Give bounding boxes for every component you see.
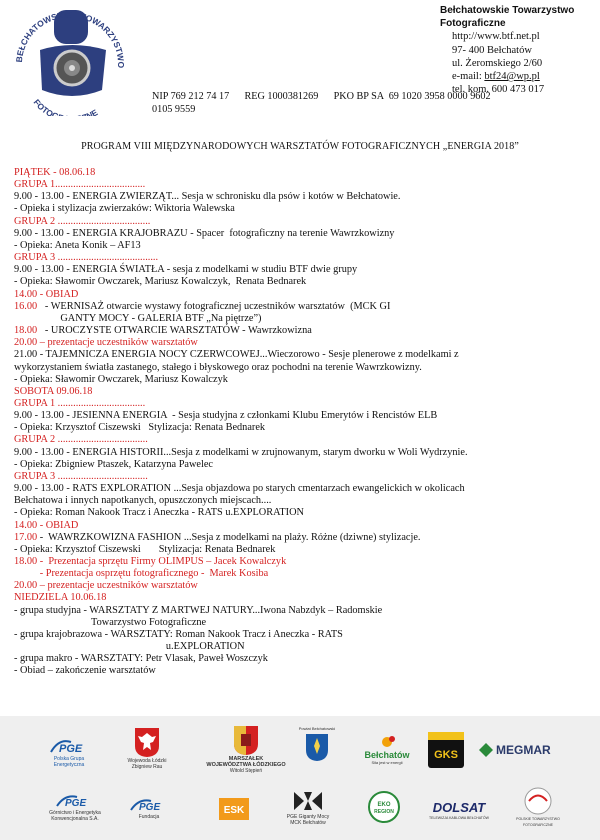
pge-gie-logo xyxy=(40,792,110,822)
program-line: PIĄTEK - 08.06.18 xyxy=(14,167,96,178)
wojewoda-caption-2: Zbigniew Rau xyxy=(131,764,163,770)
dolsat-caption: TELEWIZJA KABLOWA BEŁCHATÓW xyxy=(429,816,489,820)
eko-logo-text-1: EKO xyxy=(377,802,391,808)
program-line: 9.00 - 13.00 - ENERGIA ŚWIATŁA - sesja z modelkami w studiu BTF dwie grupy xyxy=(14,264,358,276)
wojewoda-caption-1: Wojewoda Łódzki xyxy=(127,758,167,764)
program-line: 9.00 - 13.00 - JESIENNA ENERGIA - Sesja studyjna z członkami Klubu Emerytów i Rencistów ELB xyxy=(14,410,438,422)
voivodeship-shield-icon xyxy=(232,724,260,756)
street-address: ul. Żeromskiego 2/60 xyxy=(452,57,543,69)
program-line-part: - WERNISAŻ otwarcie wystawy fotograficznej uczestników warsztatów (MCK GI xyxy=(37,300,391,312)
ptf-caption: POLSKIE TOWARZYSTWO FOTOGRAFICZNE xyxy=(516,817,560,827)
megmar-mark-icon xyxy=(478,742,494,758)
program-line: GANTY MOCY - GALERIA BTF „Na piętrze”) xyxy=(14,312,262,324)
contact-block xyxy=(440,4,600,96)
program-line: - Obiad – zakończenie warsztatów xyxy=(14,665,156,677)
program-line: 9.00 - 13.00 - ENERGIA ZWIERZĄT... Sesja w schronisku dla psów i kotów w Bełchatowie. xyxy=(14,191,401,203)
pge-fundacja-logo xyxy=(124,796,174,820)
program-line: - grupa krajobrazowa - WARSZTATY: Roman Nakook Tracz i Aneczka - RATS xyxy=(14,628,343,640)
program-line-part: 16.00 xyxy=(14,300,38,312)
pge-fundacja-logo-text: PGE xyxy=(139,802,161,813)
esk-logo xyxy=(212,792,256,824)
phone-number: tel. kom. 600 473 017 xyxy=(452,84,545,96)
dolsat-logo xyxy=(428,800,490,821)
program-line: NIEDZIELA 10.06.18 xyxy=(14,592,107,604)
program-line: GRUPA 1 .................................. xyxy=(14,397,146,409)
sun-icon xyxy=(377,734,397,750)
program-line-part: - WAWRZKOWIZNA FASHION ...Sesja z modelkami na plaży. Różne (dziwne) stylizacje. xyxy=(37,531,421,543)
program-line: wykorzystaniem światła zastanego, stałego i błyskowego oraz pochodni na terenie Wawrzkowizny. xyxy=(14,361,422,373)
mck-caption-1: PGE Giganty Mocy xyxy=(286,814,330,820)
program-line: - Opieka: Krzysztof Ciszewski Stylizacja: Renata Bednarek xyxy=(14,543,276,555)
program-line: - Prezentacja osprzętu fotograficznego - Marek Kosiba xyxy=(14,568,269,580)
program-line: - Opieka: Sławomir Owczarek, Mariusz Kowalczyk, Renata Bednarek xyxy=(14,276,307,288)
gks-logo-text: GKS xyxy=(434,749,458,761)
county-shield-icon xyxy=(304,732,330,762)
belchatow-caption: Siła jest w energii xyxy=(371,760,403,765)
program-line: 14.00 - OBIAD xyxy=(14,288,79,300)
mck-logo xyxy=(280,788,336,826)
marszalek-name: Witold Stępień xyxy=(229,768,263,774)
powiat-logo xyxy=(292,726,342,762)
belchatow-label: Bełchatów xyxy=(364,750,410,760)
marszalek-title-2: WOJEWÓDZTWA ŁÓDZKIEGO xyxy=(206,762,286,768)
eagle-icon xyxy=(133,726,161,758)
megmar-label: MEGMAR xyxy=(496,743,551,757)
gks-logo xyxy=(424,730,468,770)
wojewoda-logo xyxy=(112,726,182,770)
email-label: e-mail: xyxy=(452,71,485,83)
logo-text-bottom: FOTOG NE xyxy=(31,97,100,116)
program-line: 14.00 - OBIAD xyxy=(14,519,79,531)
program-line: - Opieka: Roman Nakook Tracz i Aneczka - RATS u.EXPLORATION xyxy=(14,507,304,519)
program-line: Bełchatowa i innych napotkanych, opuszczonych miejscach.... xyxy=(14,495,272,507)
pge-gie-logo-text: PGE xyxy=(65,798,87,809)
program-line xyxy=(14,325,594,337)
ptf-logo xyxy=(514,786,562,828)
program-line xyxy=(14,301,594,313)
ids-line-1: NIP 769 212 74 17 REG 1000381269 PKO BP SA 69 1020 3958 0000 9602 xyxy=(152,91,491,102)
dolsat-label: DOLSAT xyxy=(432,800,486,815)
program-title: PROGRAM VIII MIĘDZYNARODOWYCH WARSZTATÓW FOTOGRAFICZNYCH „ENERGIA 2018” xyxy=(81,141,519,152)
postal-address: 97- 400 Bełchatów xyxy=(452,44,532,56)
program-line: GRUPA 3 ....................................... xyxy=(14,252,159,264)
registration-ids xyxy=(152,90,572,116)
program-line: - Opieka i stylizacja zwierzaków: Wiktoria Walewska xyxy=(14,203,235,215)
program-line: 20.00 – prezentacje uczestników warsztatów xyxy=(14,580,198,592)
program-line-part: - UROCZYSTE OTWARCIE WARSZTATÓW - Wawrzkowizna xyxy=(37,325,312,337)
email-link[interactable]: btf24@wp.pl xyxy=(484,71,540,83)
program-line: - Opieka: Aneta Konik – AF13 xyxy=(14,239,141,251)
mck-mark-icon xyxy=(290,788,326,814)
program-schedule xyxy=(14,167,594,678)
program-line: u.EXPLORATION xyxy=(14,641,245,653)
program-line: 9.00 - 13.00 - RATS EXPLORATION ...Sesja objazdowa po starych cmentarzach ewangelickich w okolicach xyxy=(14,483,465,495)
program-line: GRUPA 2 .................................... xyxy=(14,215,151,227)
belchatow-logo xyxy=(362,734,412,766)
program-line: - grupa makro - WARSZTATY: Petr Vlasak, Paweł Woszczyk xyxy=(14,653,268,665)
marszalek-title-1: MARSZAŁEK xyxy=(228,756,264,762)
program-line: - Opieka: Zbigniew Ptaszek, Katarzyna Pawelec xyxy=(14,458,213,470)
ids-line-2: 0105 9559 xyxy=(152,104,196,116)
pge-logo xyxy=(38,736,100,768)
marszalek-logo xyxy=(196,724,296,774)
program-line: GRUPA 3 ................................... xyxy=(14,470,148,482)
program-line: 20.00 – prezentacje uczestników warsztatów xyxy=(14,337,198,349)
program-line: - Opieka: Sławomir Owczarek, Mariusz Kowalczyk xyxy=(14,373,228,385)
program-line: GRUPA 2 ................................... xyxy=(14,434,148,446)
program-line: SOBOTA 09.06.18 xyxy=(14,385,93,397)
powiat-caption: Powiat Bełchatowski xyxy=(298,726,336,731)
program-line: 18.00 - Prezentacja sprzętu Firmy OLIMPUS – Jacek Kowalczyk xyxy=(14,556,287,567)
program-line-part: 18.00 xyxy=(14,325,38,337)
pge-gie-caption-1: Górnictwo i Energetyka xyxy=(49,810,101,816)
program-line: Towarzystwo Fotograficzne xyxy=(14,616,207,628)
pge-caption: Polska Grupa Energetyczna xyxy=(53,756,85,768)
sponsor-logos xyxy=(0,716,600,840)
pge-fundacja-caption: Fundacja xyxy=(138,814,160,820)
program-line: GRUPA 1................................... xyxy=(14,179,146,191)
mck-caption-2: MCK Bełchatów xyxy=(290,820,326,826)
pge-logo-text: PGE xyxy=(59,743,83,755)
program-line: 9.00 - 13.00 - ENERGIA HISTORII...Sesja z modelkami w zrujnowanym, starym dworku w Woli Wydrzynie. xyxy=(14,446,468,458)
eko-logo-text-2: REGION xyxy=(374,809,394,815)
pge-gie-caption-2: Konwencjonalna S.A. xyxy=(51,816,99,822)
btf-logo xyxy=(10,6,140,116)
program-line: - Opieka: Krzysztof Ciszewski Stylizacja: Renata Bednarek xyxy=(14,422,266,434)
program-line xyxy=(14,532,594,544)
logo-text-right: TOWARZYSTWO xyxy=(79,11,127,69)
logo-text-top: BEŁCHATOWSKIE xyxy=(13,9,72,63)
organization-name: Bełchatowskie Towarzystwo Fotograficzne xyxy=(440,5,575,30)
program-line: 9.00 - 13.00 - ENERGIA KRAJOBRAZU - Spacer fotograficzny na terenie Wawrzkowizny xyxy=(14,227,395,239)
website-link[interactable]: http://www.btf.net.pl xyxy=(452,31,540,43)
program-line-part: 17.00 xyxy=(14,531,38,543)
program-line: - grupa studyjna - WARSZTATY Z MARTWEJ NATURY...Iwona Nabzdyk – Radomskie xyxy=(14,604,383,616)
megmar-logo xyxy=(478,742,574,758)
esk-logo-text: ESK xyxy=(223,805,245,816)
email-line xyxy=(452,70,600,83)
program-line: 21.00 - TAJEMNICZA ENERGIA NOCY CZERWCOWEJ...Wieczorowo - Sesje plenerowe z modelkami z xyxy=(14,349,459,361)
eko-region-logo xyxy=(364,790,404,824)
